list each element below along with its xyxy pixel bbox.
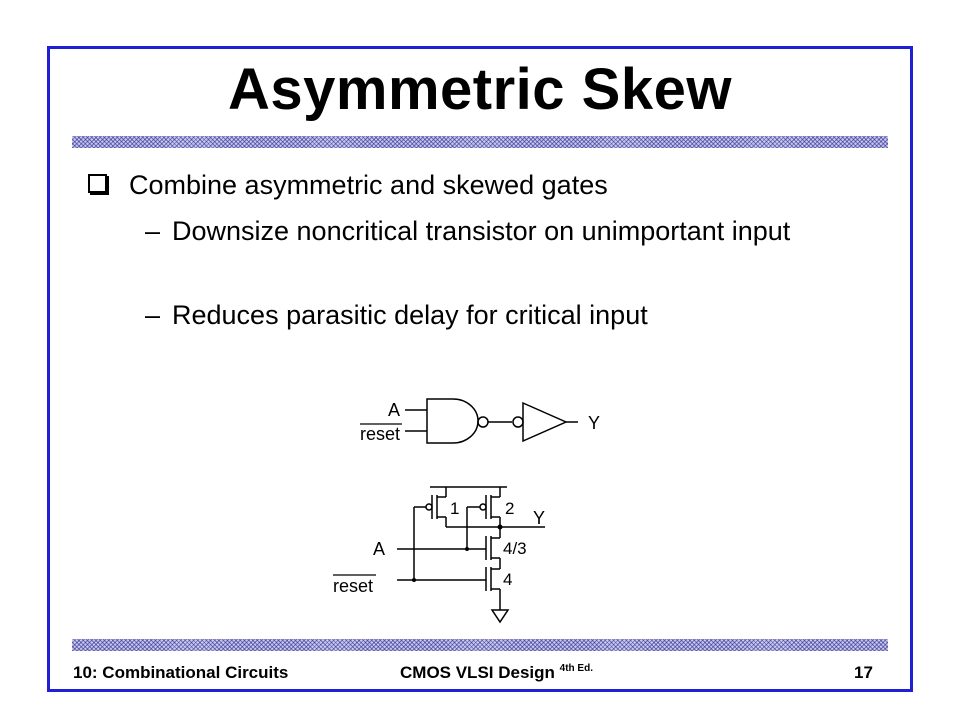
slide-title: Asymmetric Skew — [228, 57, 732, 122]
main-bullet-text: Combine asymmetric and skewed gates — [129, 170, 608, 200]
page-number: 17 — [854, 663, 873, 682]
footer-edition: 4th Ed. — [559, 663, 593, 674]
footer-course-text: CMOS VLSI Design — [400, 663, 555, 682]
input-label-reset: reset — [333, 576, 374, 596]
inverter-input-bubble — [513, 417, 523, 427]
footer-course — [400, 663, 593, 683]
gate-label-y: Y — [588, 413, 601, 433]
ground-icon — [492, 610, 508, 622]
pmos-a-bubble — [426, 504, 432, 510]
inverter-triangle — [523, 403, 566, 441]
nmos-reset-size-label: 4 — [503, 570, 513, 589]
pmos-a-size-label: 1 — [450, 499, 460, 518]
pmos-reset-size-label: 2 — [505, 499, 515, 518]
output-label-y: Y — [533, 508, 546, 528]
pmos-reset-bubble — [480, 504, 486, 510]
output-junction-dot — [498, 525, 503, 530]
sub-bullet-text: Downsize noncritical transistor on unimportant input — [172, 216, 791, 246]
nmos-a-size-label: 4/3 — [503, 539, 527, 558]
reset-junction-dot — [412, 578, 416, 582]
dash-icon: – — [145, 216, 161, 246]
a-junction-dot — [465, 547, 469, 551]
input-label-a: A — [373, 539, 386, 559]
nand-gate-symbol — [427, 399, 478, 443]
nand-bubble — [478, 417, 488, 427]
dash-icon: – — [145, 300, 161, 330]
bottom-divider — [72, 639, 888, 651]
gate-label-a: A — [388, 400, 401, 420]
sub-bullet-text: Reduces parasitic delay for critical input — [172, 300, 648, 330]
footer-chapter: 10: Combinational Circuits — [73, 663, 289, 682]
gate-label-reset: reset — [360, 424, 401, 444]
